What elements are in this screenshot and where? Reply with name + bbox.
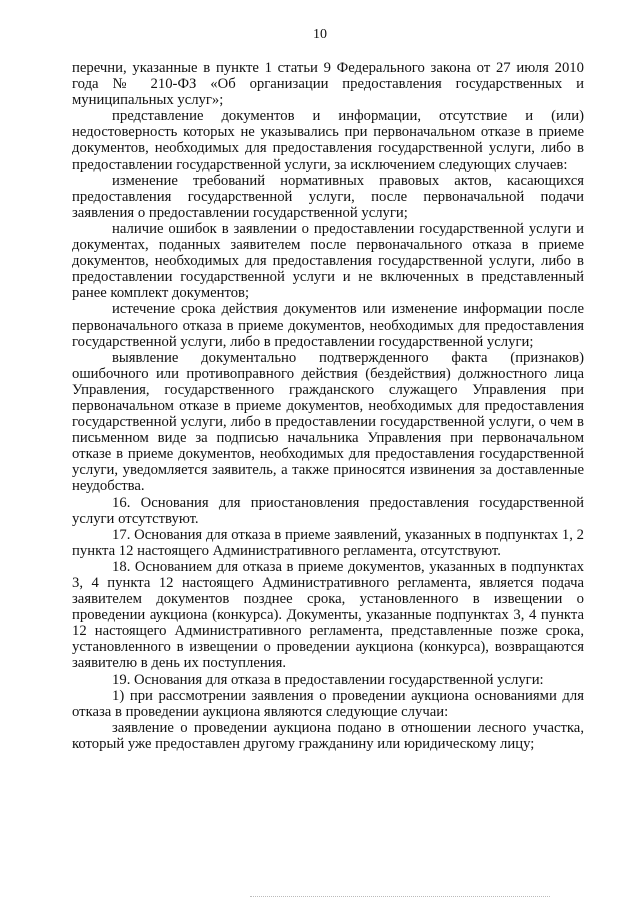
paragraph: 18. Основанием для отказа в приеме документов, указанных в подпунктах 3, 4 пункта 12 настоящего Административного регламента, является подача заявителем документов позднее срока, установленного в извещении о проведении аукциона (конкурса). Документы, указанные подпунктах 3, 4 пункта 12 настоящего Административного регламента, представленные позже срока, установленного в извещении о проведении аукциона (конкурса), возвращаются заявителю в день их поступления.	[72, 558, 584, 672]
paragraph: 19. Основания для отказа в предоставлении государственной услуги:	[112, 671, 544, 688]
paragraph: 1) при рассмотрении заявления о проведении аукциона основаниями для отказа в проведении аукциона являются следующие случаи:	[72, 687, 584, 720]
page-number: 10	[313, 27, 327, 42]
paragraph: 17. Основания для отказа в приеме заявлений, указанных в подпунктах 1, 2 пункта 12 настоящего Административного регламента, отсутствуют.	[72, 526, 584, 559]
paragraph: изменение требований нормативных правовых актов, касающихся предоставления государственной услуги, после первоначальной подачи заявления о предоставлении государственной услуги;	[72, 172, 584, 221]
paragraph: перечни, указанные в пункте 1 статьи 9 Федерального закона от 27 июля 2010 года № 210-ФЗ «Об организации предоставления государственных и муниципальных услуг»;	[72, 60, 584, 109]
paragraph: 16. Основания для приостановления предоставления государственной услуги отсутствуют.	[72, 494, 584, 527]
paragraph: выявление документально подтвержденного факта (признаков) ошибочного или противоправного действия (бездействия) должностного лица Управления, государственного гражданского служащего Управления при первоначальном отказе в приеме документов, необходимых для предоставления государственной услуги, либо в предоставлении государственной услуги, о чем в письменном виде за подписью начальника Управления при первоначальном отказе в приеме документов, необходимых для предоставления государственной услуги, уведомляется заявитель, а также приносятся извинения за доставленные неудобства.	[72, 349, 584, 495]
document-body	[72, 60, 584, 752]
paragraph: наличие ошибок в заявлении о предоставлении государственной услуги и документах, поданных заявителем после первоначального отказа в приеме документов, необходимых для предоставления государственной услуги, либо в предоставлении государственной услуги и не включенных в представленный ранее комплект документов;	[72, 220, 584, 302]
paragraph: представление документов и информации, отсутствие и (или) недостоверность которых не указывались при первоначальном отказе в приеме документов, необходимых для предоставления государственной услуги, либо в предоставлении государственной услуги, за исключением следующих случаев:	[72, 108, 584, 173]
paragraph: заявление о проведении аукциона подано в отношении лесного участка, который уже предоставлен другому гражданину или юридическому лицу;	[72, 719, 584, 752]
paragraph: истечение срока действия документов или изменение информации после первоначального отказа в приеме документов, необходимых для предоставления государственной услуги, либо в предоставлении государственной услуги;	[72, 301, 584, 350]
scan-artifact-divider	[250, 896, 550, 899]
